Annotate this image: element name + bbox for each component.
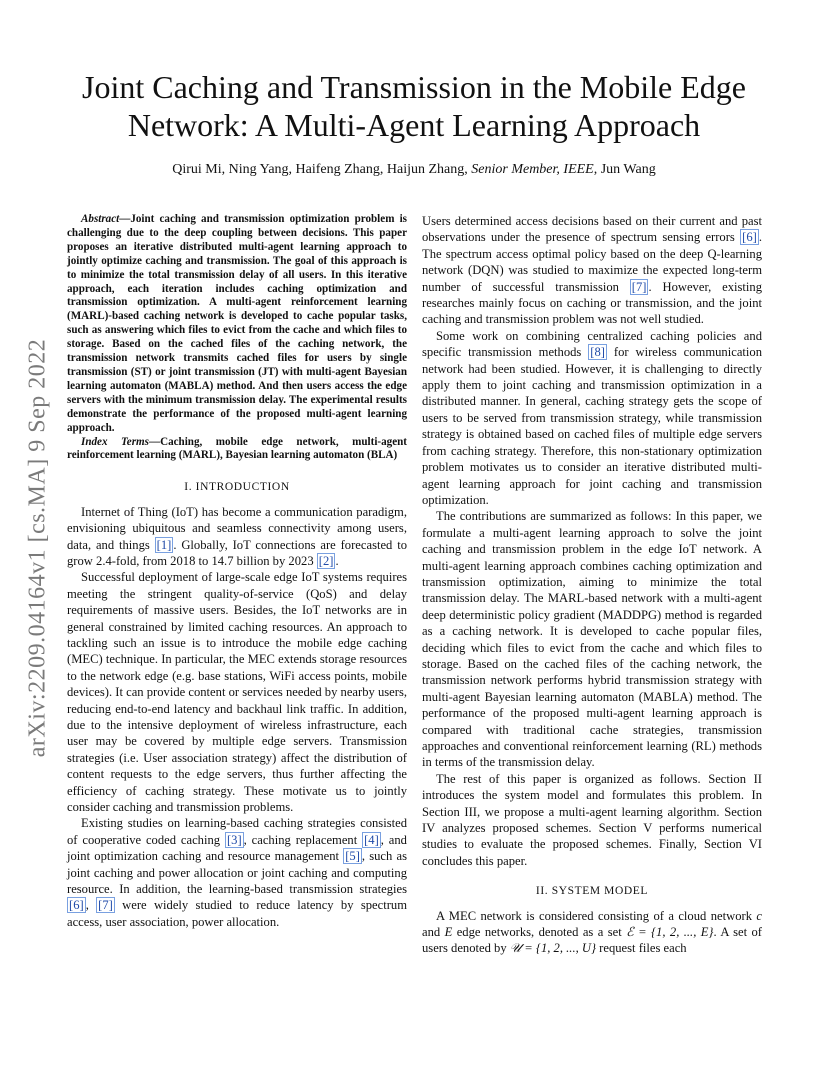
intro-paragraph-3	[67, 815, 407, 930]
intro-paragraph-2: Successful deployment of large-scale edge IoT systems requires meeting the stringent quality-of-service (QoS) and delay requirements of massive users. Besides, the IoT networks are in general constrained by limited caching resources. An approach to tackling such an issue is to introduce the mobile edge caching (MEC) technique. In particular, the MEC extends storage resources to the network edge (e.g. base stations, WiFi access points, mobile devices). It can provide content or services needed by nearby users, reducing end-to-end latency and backhaul link traffic. In addition, due to the intensive deployment of wireless infrastructure, each user may be covered by multiple edge servers. Transmission strategies (i.e. User association strategy) affect the distribution of content requests to the edge servers, thus further affecting the efficiency of caching strategy. These motivate us to jointly consider caching and transmission problems.	[67, 570, 407, 815]
organization-paragraph: The rest of this paper is organized as follows. Section II introduces the system model and formulates this problem. In Section III, we propose a multi-agent learning algorithm. Section IV analyzes proposed schemes. Section V performs numerical studies to evaluate the proposed schemes. Finally, Section VI concludes this paper.	[422, 771, 762, 868]
author-last: , Jun Wang	[593, 162, 656, 177]
text: Some work on combining centralized caching policies and specific transmission methods	[422, 328, 762, 360]
math: E	[444, 925, 453, 940]
math: c	[756, 908, 762, 923]
text: . A set of users denoted by	[422, 925, 762, 956]
text: and	[422, 925, 445, 940]
text: Internet of Thing (IoT) has become a communication paradigm, envisioning ubiquitous and seamless connectivity among users, data, and things	[67, 504, 407, 552]
arxiv-stamp-text: arXiv:2209.04164v1 [cs.MA] 9 Sep 2022	[24, 338, 51, 758]
citation-link[interactable]: [1]	[156, 537, 172, 552]
text: . Globally, IoT connections are forecasted to grow 2.4-fold, from 2018 to 14.7 billion by 2023	[67, 537, 408, 568]
abstract-label: Abstract	[81, 213, 120, 225]
right-paragraph-0	[422, 213, 762, 328]
text: Existing studies on learning-based caching strategies consisted of cooperative coded caching	[67, 816, 407, 847]
text: , such as joint caching and power allocation or joint caching and computing resource. In addition, the learning-based transmission strategies	[67, 849, 407, 897]
right-column	[422, 213, 762, 957]
author-line	[60, 162, 768, 178]
arxiv-stamp	[18, 288, 58, 808]
system-model-paragraph	[422, 908, 762, 957]
text: , and joint optimization caching and resource management	[67, 832, 407, 864]
right-paragraph-1	[422, 328, 762, 508]
index-terms-label: Index Terms	[81, 435, 149, 448]
paper-title: Joint Caching and Transmission in the Mobile Edge Network: A Multi-Agent Learning Approach	[82, 69, 746, 143]
abstract	[67, 213, 407, 436]
text: A MEC network is considered consisting of a cloud network	[436, 908, 757, 923]
citation-link[interactable]: [6]	[742, 230, 757, 245]
citation-link[interactable]: [5]	[345, 849, 360, 864]
math-set-users: 𝒰 = {1, 2, ..., U}	[509, 941, 597, 956]
text: for wireless communication network had been studied. However, it is challenging to directly apply them to joint caching and transmission optimization in a distributed manner. In general, caching strategy gets the scope of users to be served from transmission strategy, while transmission strategy is obtained based on cached files of multiple edge servers from caching strategy. Therefore, this non-stationary optimization problem motivates us to consider an iterative distributed multi-agent learning approach for joint caching and transmission optimization.	[422, 345, 762, 507]
math-set-edges: ℰ = {1, 2, ..., E}	[626, 925, 714, 940]
citation-link[interactable]: [2]	[318, 553, 334, 568]
section-heading-introduction: I. INTRODUCTION	[184, 481, 290, 494]
citation-link[interactable]: [3]	[226, 832, 242, 847]
citation-link[interactable]: [7]	[631, 279, 647, 294]
citation-link[interactable]: [7]	[98, 898, 113, 913]
intro-paragraph-1	[67, 504, 407, 570]
citation-link[interactable]: [6]	[69, 898, 84, 913]
left-column	[67, 213, 407, 930]
text: ,	[85, 898, 97, 913]
text: edge networks, denoted as a set	[452, 925, 627, 940]
author-role: Senior Member, IEEE	[471, 162, 594, 177]
citation-link[interactable]: [8]	[590, 345, 605, 360]
citation-link[interactable]: [4]	[364, 832, 379, 847]
text: Users determined access decisions based on their current and past observations under the presence of spectrum sensing errors	[422, 214, 762, 245]
abstract-text: —Joint caching and transmission optimization problem is challenging due to the deep coupling between decisions. This paper proposes an iterative distributed multi-agent learning approach to jointly optimize caching and transmission. The goal of this approach is to minimize the total transmission delay of all users. In this iterative approach, each iteration includes caching optimization and transmission optimization. A multi-agent reinforcement learning (MARL)-based caching network is developed to cache popular tasks, such as answering which files to evict from the cache and which files to storage. Based on the cached files of the caching network, the transmission network transmits cached files for users by single transmission (ST) or joint transmission (JT) with multi-agent Bayesian learning automaton (MABLA) method. And then users access the edge servers with the minimum transmission delay. The experimental results demonstrate the performance of the proposed multi-agent learning approach.	[67, 213, 407, 434]
text: .	[335, 553, 339, 568]
text: , caching replacement	[243, 832, 363, 847]
section-heading-system-model: II. SYSTEM MODEL	[535, 885, 649, 898]
index-terms	[67, 436, 407, 464]
contributions-paragraph: The contributions are summarized as follows: In this paper, we formulate a multi-agent learning approach to solve the joint caching and transmission problem in the edge IoT network. A multi-agent learning approach combines caching optimization and transmission optimization, aiming to minimize the total transmission delay. The MARL-based network with a multi-agent deep deterministic policy gradient (MADDPG) method is regarded as a caching network. It is developed to cache popular files, deciding which files to evict from the cache and which files to storage. Based on the cached files of the caching network, the transmission network performs hybrid transmission strategy with multi-agent Bayesian learning automaton (MABLA) method. The performance of the proposed multi-agent learning approach is compared with traditional cache strategies, transmission approaches and conventional reinforcement learning (RL) methods in terms of the transmission delay.	[422, 509, 762, 770]
text: request files each	[596, 941, 687, 956]
index-terms-text: —Caching, mobile edge network, multi-agent reinforcement learning (MARL), Bayesian learning automaton (BLA)	[67, 435, 407, 462]
text: were widely studied to reduce latency by spectrum access, user association, power allocation.	[67, 898, 407, 929]
text: . The spectrum access optimal policy based on the deep Q-learning network (DQN) was studied to maximize the expected long-term number of successful transmission	[422, 230, 762, 294]
author-names: Qirui Mi, Ning Yang, Haifeng Zhang, Haijun Zhang,	[172, 162, 468, 177]
text: . However, existing researches mainly focus on caching or transmission, and the joint caching and transmission problem was not well studied.	[422, 279, 763, 327]
